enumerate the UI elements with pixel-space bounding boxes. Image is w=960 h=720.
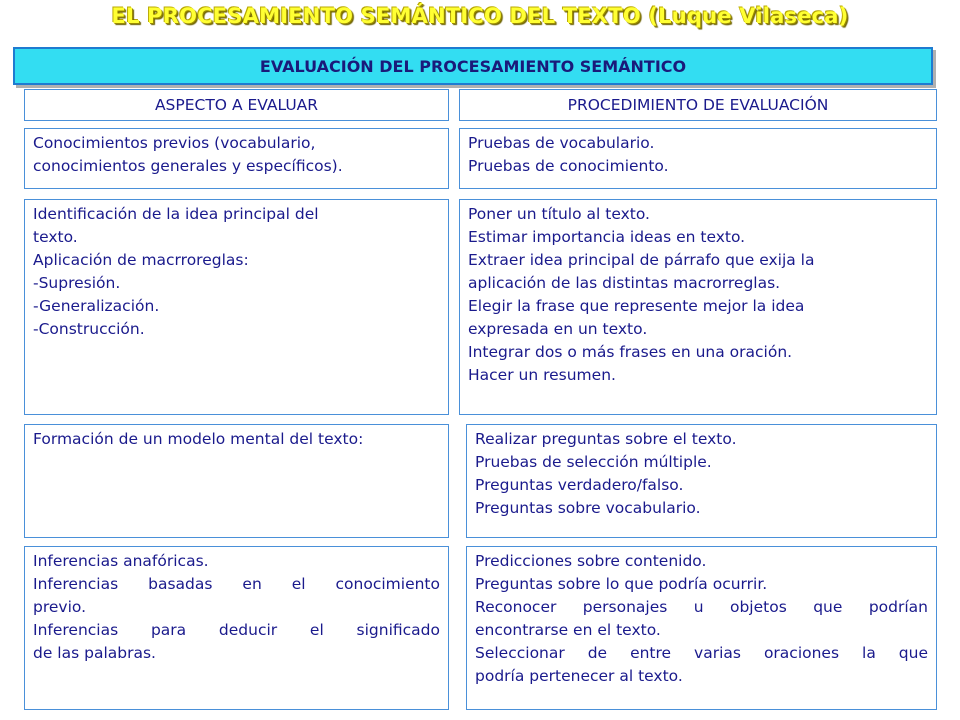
procedure-cell-prior-knowledge: [459, 128, 937, 189]
text-line: Conocimientos previos (vocabulario,: [33, 134, 316, 152]
text-line: Poner un título al texto.: [468, 205, 650, 223]
text-line: Extraer idea principal de párrafo que exija la: [468, 251, 815, 269]
column-header-aspect: [24, 89, 449, 121]
text-line: aplicación de las distintas macrorreglas.: [468, 274, 781, 292]
column-header-procedure: [459, 89, 937, 121]
procedure-cell-main-idea: [459, 199, 937, 415]
text-line: Preguntas sobre lo que podría ocurrir.: [475, 575, 768, 593]
aspect-cell-mental-model: [24, 424, 449, 538]
text-line: conocimientos generales y específicos).: [33, 157, 343, 175]
text-line: -Generalización.: [33, 297, 160, 315]
procedure-cell-inferences: [466, 546, 937, 710]
aspect-cell-inferences: [24, 546, 449, 710]
text-line: texto.: [33, 228, 78, 246]
aspect-cell-prior-knowledge: [24, 128, 449, 189]
text-line: Seleccionar de entre varias oraciones la que: [475, 644, 928, 662]
text-line: Estimar importancia ideas en texto.: [468, 228, 746, 246]
text-line: encontrarse en el texto.: [475, 621, 661, 639]
text-line: Identificación de la idea principal del: [33, 205, 319, 223]
column-header-procedure-label: PROCEDIMIENTO DE EVALUACIÓN: [567, 95, 829, 114]
table-header-bar: [13, 47, 933, 85]
text-line: Inferencias para deducir el significado: [33, 621, 440, 639]
page-title: EL PROCESAMIENTO SEMÁNTICO DEL TEXTO (Luque Vilaseca): [111, 4, 849, 28]
text-line: Pruebas de selección múltiple.: [475, 453, 712, 471]
text-line: Integrar dos o más frases en una oración.: [468, 343, 793, 361]
text-line: Preguntas sobre vocabulario.: [475, 499, 701, 517]
column-header-aspect-label: ASPECTO A EVALUAR: [154, 95, 319, 114]
text-line: Pruebas de conocimiento.: [468, 157, 669, 175]
text-line: Formación de un modelo mental del texto:: [33, 430, 364, 448]
aspect-cell-main-idea: [24, 199, 449, 415]
text-line: previo.: [33, 598, 87, 616]
text-line: -Construcción.: [33, 320, 145, 338]
text-line: Hacer un resumen.: [468, 366, 616, 384]
text-line: Inferencias basadas en el conocimiento: [33, 575, 440, 593]
text-line: Preguntas verdadero/falso.: [475, 476, 684, 494]
text-line: de las palabras.: [33, 644, 156, 662]
text-line: podría pertenecer al texto.: [475, 667, 683, 685]
procedure-cell-mental-model: [466, 424, 937, 538]
text-line: Predicciones sobre contenido.: [475, 552, 707, 570]
text-line: Elegir la frase que represente mejor la idea: [468, 297, 805, 315]
text-line: Inferencias anafóricas.: [33, 552, 209, 570]
text-line: Realizar preguntas sobre el texto.: [475, 430, 737, 448]
text-line: -Supresión.: [33, 274, 121, 292]
text-line: Reconocer personajes u objetos que podrían: [475, 598, 928, 616]
text-line: Pruebas de vocabulario.: [468, 134, 655, 152]
text-line: expresada en un texto.: [468, 320, 648, 338]
text-line: Aplicación de macrroreglas:: [33, 251, 249, 269]
table-header-text: EVALUACIÓN DEL PROCESAMIENTO SEMÁNTICO: [259, 56, 687, 76]
